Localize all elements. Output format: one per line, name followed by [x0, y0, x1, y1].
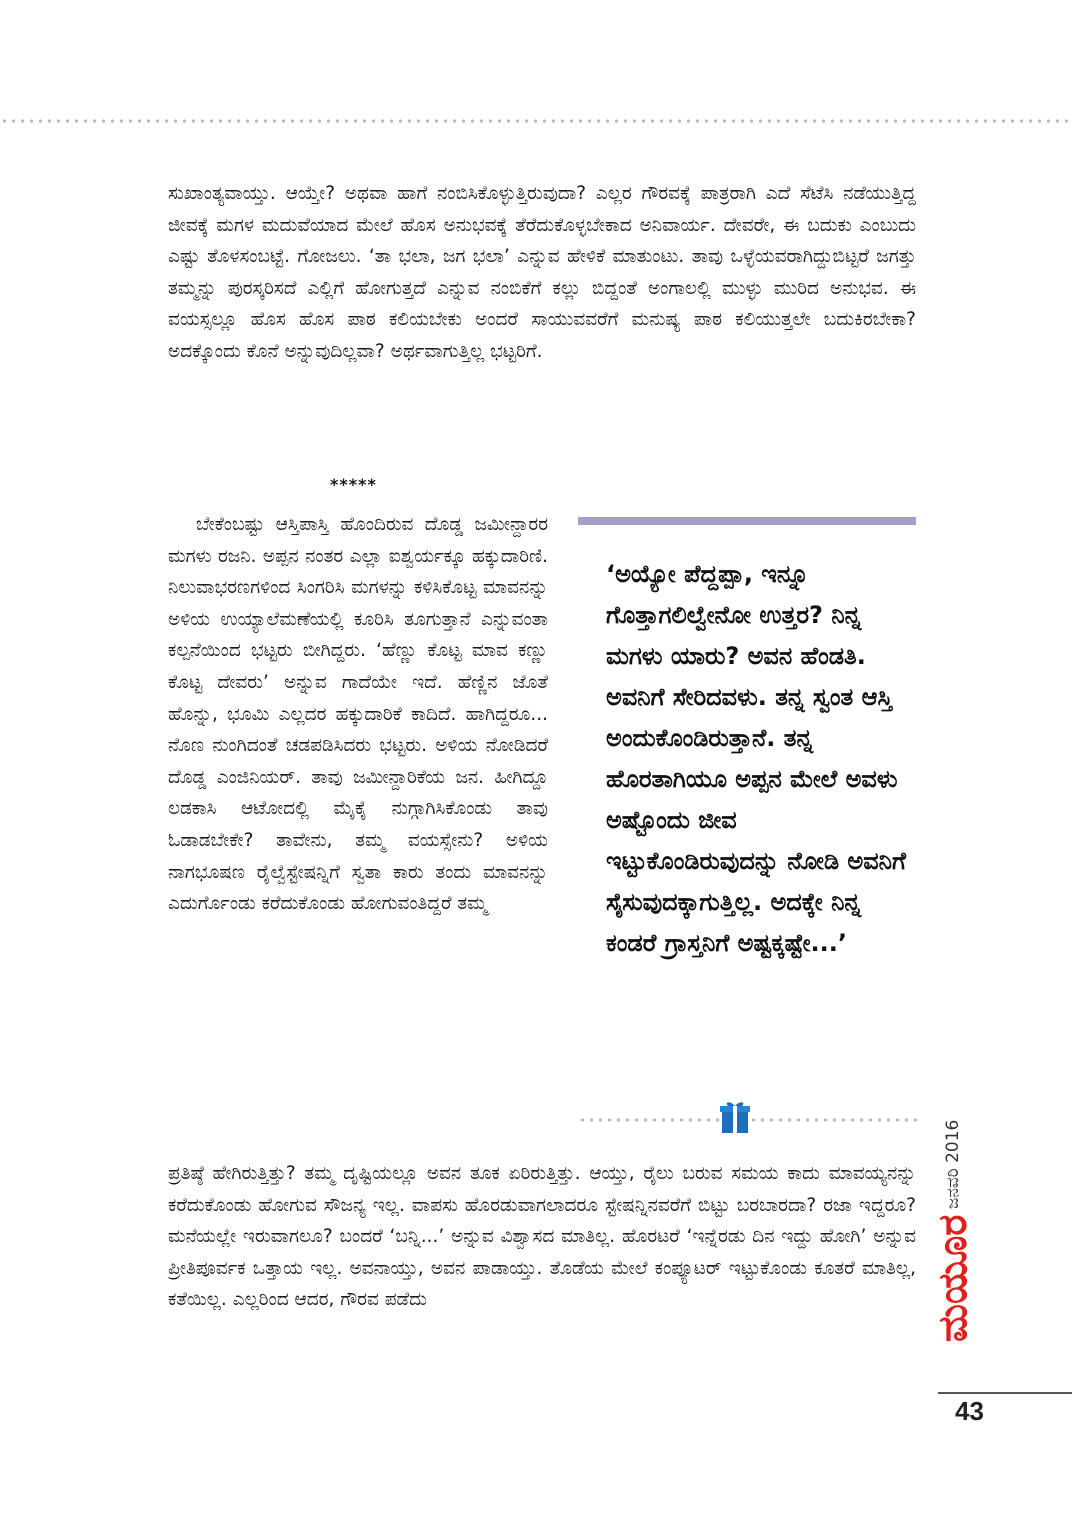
article-paragraph-1: ಸುಖಾಂತ್ಯವಾಯ್ತು. ಆಯ್ತೇ? ಅಥವಾ ಹಾಗೆ ನಂಬಿಸಿಕೊಳ್ಳುತ್ತಿರುವುದಾ? ಎಲ್ಲರ ಗೌರವಕ್ಕೆ ಪಾತ್ರರಾಗಿ ಎದೆ ಸೆಟೆಸಿ ನಡೆಯುತ್ತಿದ್ದ ಜೀವಕ್ಕೆ ಮಗಳ ಮದುವೆಯಾದ ಮೇಲೆ ಹೊಸ ಅನುಭವಕ್ಕೆ ತೆರೆದುಕೊಳ್ಳಬೇಕಾದ ಅನಿವಾರ್ಯ. ದೇವರೇ, ಈ ಬದುಕು ಎಂಬುದು ಎಷ್ಟು ತೊಳಸಂಬಟ್ಟೆ. ಗೋಜಲು. ‘ತಾ ಭಲಾ, ಜಗ ಭಲಾ’ ಎನ್ನುವ ಹೇಳಿಕೆ ಮಾತುಂಟು. ತಾವು ಒಳ್ಳೆಯವರಾಗಿದ್ದುಬಿಟ್ಟರೆ ಜಗತ್ತು ತಮ್ಮನ್ನು ಪುರಸ್ಕರಿಸದೆ ಎಲ್ಲಿಗೆ ಹೋಗುತ್ತದೆ ಎನ್ನುವ ನಂಬಿಕೆಗೆ ಕಲ್ಲು ಬಿದ್ದಂತೆ ಅಂಗಾಲಲ್ಲಿ ಮುಳ್ಳು ಮುರಿದ ಅನುಭವ. ಈ ವಯಸ್ಸಲ್ಲೂ ಹೊಸ ಹೊಸ ಪಾಠ ಕಲಿಯಬೇಕು ಅಂದರೆ ಸಾಯುವವರೆಗೆ ಮನುಷ್ಯ ಪಾಠ ಕಲಿಯುತ್ತಲೇ ಬದುಕಿರಬೇಕಾ? ಅದಕ್ಕೊಂದು ಕೊನೆ ಅನ್ನುವುದಿಲ್ಲವಾ? ಅರ್ಥವಾಗುತ್ತಿಲ್ಲ ಭಟ್ಟರಿಗೆ.	[168, 183, 916, 362]
pullquote-bar	[578, 517, 916, 525]
section-separator: *****	[330, 475, 377, 494]
footer-rule	[938, 1392, 1072, 1394]
sidebar-text	[930, 1110, 976, 1342]
magazine-logo: ಮಯೂರ	[930, 1214, 976, 1343]
page-number: 43	[955, 1396, 984, 1426]
issue-date: ಜನವರಿ 2016	[943, 1120, 963, 1210]
top-dotted-rule	[0, 118, 1072, 124]
magazine-sidebar	[930, 1110, 1000, 1380]
article-paragraph-2: ಬೇಕೆಂಬಷ್ಟು ಆಸ್ತಿಪಾಸ್ತಿ ಹೊಂದಿರುವ ದೊಡ್ಡ ಜಮೀನ್ದಾರರ ಮಗಳು ರಜನಿ. ಅಪ್ಪನ ನಂತರ ಎಲ್ಲಾ ಐಶ್ವರ್ಯಕ್ಕೂ ಹಕ್ಕುದಾರಿಣಿ. ನಿಲುವಾಭರಣಗಳಿಂದ ಸಿಂಗರಿಸಿ ಮಗಳನ್ನು ಕಳಿಸಿಕೊಟ್ಟ ಮಾವನನ್ನು ಅಳಿಯ ಉಯ್ಯಾಲೆಮಣೆಯಲ್ಲಿ ಕೂರಿಸಿ ತೂಗುತ್ತಾನೆ ಎನ್ನುವಂತಾ ಕಲ್ಪನೆಯಿಂದ ಭಟ್ಟರು ಬೀಗಿದ್ದರು. ‘ಹೆಣ್ಣು ಕೊಟ್ಟ ಮಾವ ಕಣ್ಣು ಕೊಟ್ಟ ದೇವರು’ ಅನ್ನುವ ಗಾದೆಯೇ ಇದೆ. ಹೆಣ್ಣಿನ ಜೊತೆ ಹೊನ್ನು, ಭೂಮಿ ಎಲ್ಲದರ ಹಕ್ಕುದಾರಿಕೆ ಕಾದಿದೆ. ಹಾಗಿದ್ದರೂ... ನೊಣ ನುಂಗಿದಂತೆ ಚಡಪಡಿಸಿದರು ಭಟ್ಟರು. ಅಳಿಯ ನೋಡಿದರೆ ದೊಡ್ಡ ಎಂಜಿನಿಯರ್. ತಾವು ಜಮೀನ್ದಾರಿಕೆಯ ಜನ. ಹೀಗಿದ್ದೂ ಲಡಕಾಸಿ ಆಟೋದಲ್ಲಿ ಮೈಕೈ ನುಗ್ಗಾಗಿಸಿಕೊಂಡು ತಾವು ಓಡಾಡಬೇಕೇ? ತಾವೇನು, ತಮ್ಮ ವಯಸ್ಸೇನು? ಅಳಿಯ ನಾಗಭೂಷಣ ರೈಲ್ವೆಸ್ಟೇಷನ್ನಿಗೆ ಸ್ವತಾ ಕಾರು ತಂದು ಮಾವನನ್ನು ಎದುರ್ಗೊಂಡು ಕರೆದುಕೊಂಡು ಹೋಗುವಂತಿದ್ದರೆ ತಮ್ಮ	[168, 514, 548, 915]
article-paragraph-3: ಪ್ರತಿಷ್ಠೆ ಹೇಗಿರುತ್ತಿತ್ತು? ತಮ್ಮ ದೃಷ್ಟಿಯಲ್ಲೂ ಅವನ ತೂಕ ಏರಿರುತ್ತಿತ್ತು. ಆಯ್ತು, ರೈಲು ಬರುವ ಸಮಯ ಕಾದು ಮಾವಯ್ಯನನ್ನು ಕರೆದುಕೊಂಡು ಹೋಗುವ ಸೌಜನ್ಯ ಇಲ್ಲ. ವಾಪಸು ಹೊರಡುವಾಗಲಾದರೂ ಸ್ಟೇಷನ್ನಿನವರೆಗೆ ಬಿಟ್ಟು ಬರಬಾರದಾ? ರಜಾ ಇದ್ದರೂ? ಮನೆಯಲ್ಲೇ ಇರುವಾಗಲೂ? ಬಂದರೆ ‘ಬನ್ನಿ...’ ಅನ್ನುವ ವಿಶ್ವಾಸದ ಮಾತಿಲ್ಲ. ಹೊರಟರೆ ‘ಇನ್ನೆರಡು ದಿನ ಇದ್ದು ಹೋಗಿ’ ಅನ್ನುವ ಪ್ರೀತಿಪೂರ್ವಕ ಒತ್ತಾಯ ಇಲ್ಲ. ಅವನಾಯ್ತು, ಅವನ ಪಾಡಾಯ್ತು. ತೊಡೆಯ ಮೇಲೆ ಕಂಪ್ಯೂಟರ್ ಇಟ್ಟುಕೊಂಡು ಕೂತರೆ ಮಾತಿಲ್ಲ, ಕತೆಯಿಲ್ಲ. ಎಲ್ಲರಿಂದ ಆದರ, ಗೌರವ ಪಡೆದು	[168, 1163, 916, 1311]
gift-icon	[720, 1100, 750, 1134]
pullquote: ‘ಅಯ್ಯೋ ಪೆದ್ದಪ್ಪಾ, ಇನ್ನೂ ಗೊತ್ತಾಗಲಿಲ್ವೇನೋ ಉತ್ತರ? ನಿನ್ನ ಮಗಳು ಯಾರು? ಅವನ ಹೆಂಡತಿ. ಅವನಿಗೆ ಸೇರಿದವಳು. ತನ್ನ ಸ್ವಂತ ಆಸ್ತಿ ಅಂದುಕೊಂಡಿರುತ್ತಾನೆ. ತನ್ನ ಹೊರತಾಗಿಯೂ ಅಪ್ಪನ ಮೇಲೆ ಅವಳು ಅಷ್ಟೊಂದು ಜೀವ ಇಟ್ಟುಕೊಂಡಿರುವುದನ್ನು ನೋಡಿ ಅವನಿಗೆ ಸೈಸುವುದಕ್ಕಾಗುತ್ತಿಲ್ಲ. ಅದಕ್ಕೇ ನಿನ್ನ ಕಂಡರೆ ಗ್ರಾಸ್ತನಿಗೆ ಅಷ್ಟಕ್ಕಷ್ಟೇ...’	[606, 560, 906, 957]
